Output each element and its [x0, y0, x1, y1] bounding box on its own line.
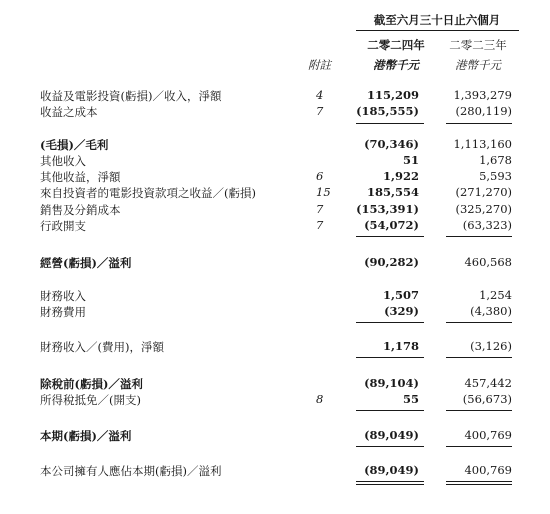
row-revenue — [0, 88, 550, 104]
unit-current: 港幣千元 — [373, 58, 419, 72]
row-prior-value: 400,769 — [464, 428, 512, 442]
subtotal-rule-current — [356, 123, 424, 124]
row-note: 4 — [316, 88, 324, 102]
row-label: 財務收入 — [40, 289, 86, 303]
subtotal-rule-current — [356, 357, 424, 358]
row-note: 7 — [316, 104, 324, 118]
row-label: 本公司擁有人應佔本期(虧損)／溢利 — [40, 464, 222, 478]
row-prior-value: (3,126) — [470, 339, 512, 353]
row-operating-result — [0, 255, 550, 271]
row-prior-value: (280,119) — [455, 104, 512, 118]
row-prior-value: 460,568 — [464, 255, 512, 269]
total-double-rule-prior-bottom — [446, 484, 512, 485]
row-label: 財務費用 — [40, 305, 86, 319]
row-current-value: 1,178 — [382, 339, 419, 353]
row-prior-value: (325,270) — [455, 202, 512, 216]
row-label: 經營(虧損)／溢利 — [40, 256, 132, 270]
note-column-header: 附註 — [308, 58, 331, 72]
row-label: 其他收入 — [40, 154, 86, 168]
row-prior-value: (56,673) — [462, 392, 512, 406]
subtotal-rule-prior — [446, 410, 512, 411]
row-gross-profit — [0, 137, 550, 153]
row-label: 本期(虧損)／溢利 — [40, 429, 132, 443]
row-attributable-to-owners — [0, 463, 550, 479]
row-current-value: (70,346) — [364, 137, 419, 151]
subtotal-rule-current — [356, 322, 424, 323]
row-note: 6 — [316, 169, 324, 183]
row-note: 7 — [316, 218, 324, 232]
total-double-rule-current-top — [356, 481, 424, 482]
row-prior-value: 1,113,160 — [453, 137, 512, 151]
row-current-value: (153,391) — [356, 202, 419, 216]
row-current-value: 1,507 — [382, 288, 419, 302]
row-investor-film-gain — [0, 185, 550, 201]
row-current-value: (89,049) — [364, 428, 419, 442]
row-current-value: 1,922 — [382, 169, 419, 183]
subtotal-rule-current — [356, 446, 424, 447]
subtotal-rule-prior — [446, 322, 512, 323]
row-prior-value: 1,254 — [479, 288, 512, 302]
row-current-value: 55 — [402, 392, 419, 406]
row-current-value: (90,282) — [364, 255, 419, 269]
row-label: 銷售及分銷成本 — [40, 203, 121, 217]
row-selling-costs — [0, 202, 550, 218]
row-profit-before-tax — [0, 376, 550, 392]
row-other-gains — [0, 169, 550, 185]
row-current-value: 185,554 — [366, 185, 419, 199]
row-current-value: (54,072) — [364, 218, 419, 232]
row-prior-value: 1,393,279 — [453, 88, 512, 102]
row-current-value: (185,555) — [356, 104, 419, 118]
row-prior-value: 5,593 — [479, 169, 512, 183]
row-label: 其他收益，淨額 — [40, 170, 121, 184]
row-label: (毛損)／毛利 — [40, 138, 109, 152]
subtotal-rule-prior — [446, 236, 512, 237]
row-period-result — [0, 428, 550, 444]
row-prior-value: (63,323) — [462, 218, 512, 232]
subtotal-rule-prior — [446, 446, 512, 447]
row-label: 財務收入／(費用)，淨額 — [40, 340, 164, 354]
subtotal-rule-current — [356, 410, 424, 411]
row-finance-income — [0, 288, 550, 304]
column-current-year: 二零二四年 — [367, 38, 425, 52]
row-current-value: (89,104) — [364, 376, 419, 390]
row-income-tax — [0, 392, 550, 408]
row-current-value: 115,209 — [366, 88, 419, 102]
row-note: 7 — [316, 202, 324, 216]
row-prior-value: (4,380) — [470, 304, 512, 318]
subtotal-rule-prior — [446, 357, 512, 358]
total-double-rule-prior-top — [446, 481, 512, 482]
row-note: 8 — [316, 392, 324, 406]
row-prior-value: (271,270) — [455, 185, 512, 199]
subtotal-rule-prior — [446, 123, 512, 124]
row-cost-of-revenue — [0, 104, 550, 120]
row-note: 15 — [316, 185, 331, 199]
row-net-finance — [0, 339, 550, 355]
total-double-rule-current-bottom — [356, 484, 424, 485]
row-label: 除稅前(虧損)／溢利 — [40, 377, 143, 391]
row-finance-costs — [0, 304, 550, 320]
row-prior-value: 1,678 — [479, 153, 512, 167]
row-other-income — [0, 153, 550, 169]
row-label: 收益之成本 — [40, 105, 98, 119]
row-label: 來自投資者的電影投資款項之收益／(虧損) — [40, 186, 256, 200]
row-prior-value: 457,442 — [464, 376, 512, 390]
row-current-value: (89,049) — [364, 463, 419, 477]
row-current-value: (329) — [384, 304, 419, 318]
row-prior-value: 400,769 — [464, 463, 512, 477]
row-label: 收益及電影投資(虧損)／收入，淨額 — [40, 89, 222, 103]
row-label: 所得稅抵免／(開支) — [40, 393, 141, 407]
header-rule — [356, 30, 519, 31]
row-current-value: 51 — [402, 153, 419, 167]
subtotal-rule-current — [356, 236, 424, 237]
row-admin-expenses — [0, 218, 550, 234]
row-label: 行政開支 — [40, 219, 86, 233]
column-prior-year: 二零二三年 — [449, 38, 507, 52]
period-title: 截至六月三十日止六個月 — [373, 13, 501, 27]
unit-prior: 港幣千元 — [455, 58, 501, 72]
